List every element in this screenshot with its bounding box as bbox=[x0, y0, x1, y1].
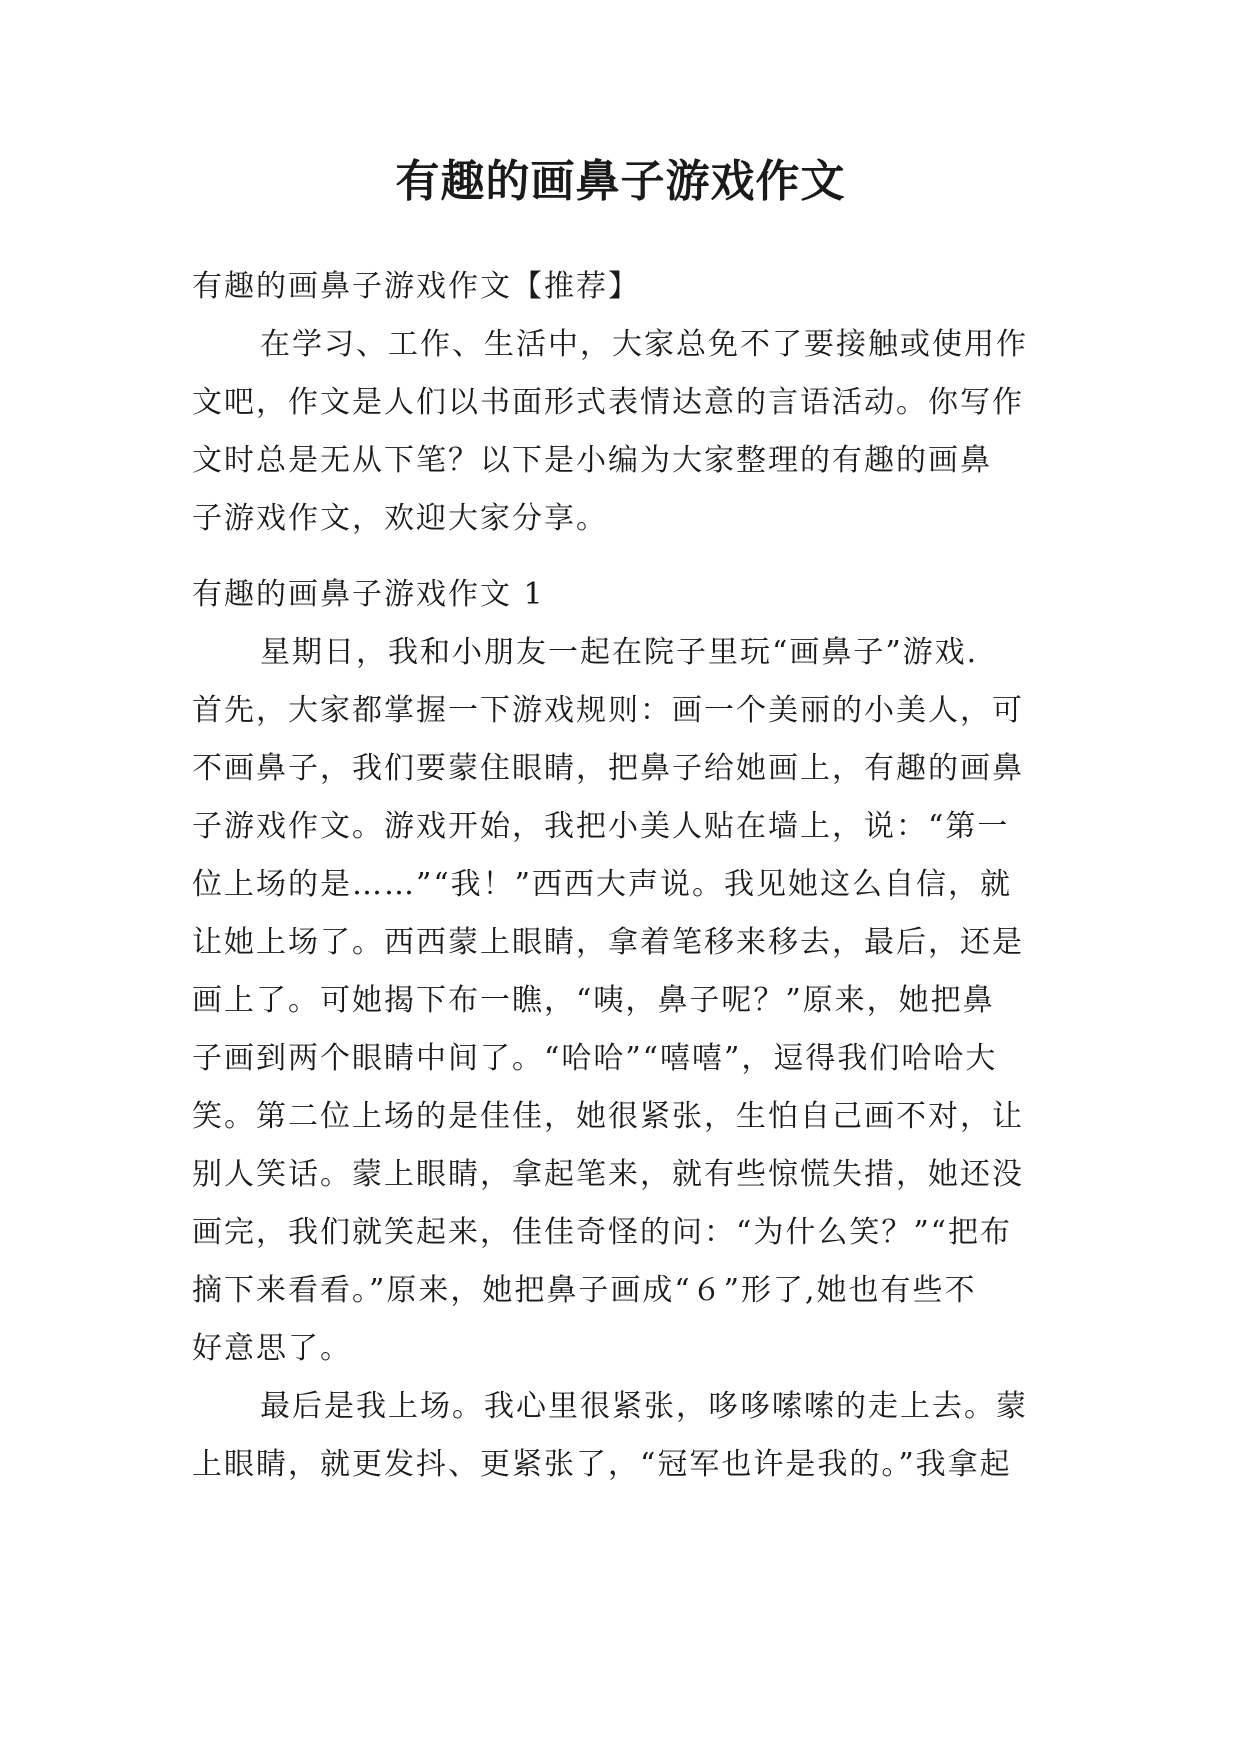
paragraph-line: 星期日，我和小朋友一起在院子里玩“画鼻子”游戏. bbox=[260, 635, 979, 670]
intro-line: 文吧，作文是人们以书面形式表情达意的言语活动。你写作 bbox=[192, 385, 1024, 420]
document-title: 有趣的画鼻子游戏作文 bbox=[395, 156, 846, 207]
paragraph-line: 子游戏作文。游戏开始，我把小美人贴在墙上，说：“第一 bbox=[192, 809, 1010, 844]
paragraph-line: 摘下来看看。”原来，她把鼻子画成“６”形了,她也有些不 bbox=[192, 1273, 977, 1308]
paragraph-line: 子画到两个眼睛中间了。“哈哈”“嘻嘻”，逗得我们哈哈大 bbox=[192, 1041, 998, 1076]
paragraph-line: 位上场的是……”“我！”西西大声说。我见她这么自信，就 bbox=[192, 867, 1013, 902]
intro-line: 在学习、工作、生活中，大家总免不了要接触或使用作 bbox=[260, 327, 1028, 362]
intro-line: 文时总是无从下笔？以下是小编为大家整理的有趣的画鼻 bbox=[192, 443, 992, 478]
paragraph-line: 好意思了。 bbox=[192, 1331, 352, 1366]
intro-section bbox=[192, 258, 1054, 548]
paragraph-line: 笑。第二位上场的是佳佳，她很紧张，生怕自己画不对，让 bbox=[192, 1099, 1024, 1134]
paragraph-line: 上眼睛，就更发抖、更紧张了，“冠军也许是我的。”我拿起 bbox=[192, 1447, 1012, 1482]
paragraph-line: 画上了。可她揭下布一瞧，“咦，鼻子呢？”原来，她把鼻 bbox=[192, 983, 995, 1018]
paragraph-line: 别人笑话。蒙上眼睛，拿起笔来，就有些惊慌失措，她还没 bbox=[192, 1157, 1024, 1192]
section-heading: 有趣的画鼻子游戏作文 1 bbox=[192, 577, 545, 612]
intro-line: 子游戏作文，欢迎大家分享。 bbox=[192, 501, 608, 536]
paragraph-line: 让她上场了。西西蒙上眼睛，拿着笔移来移去，最后，还是 bbox=[192, 925, 1024, 960]
paragraph-line: 不画鼻子，我们要蒙住眼睛，把鼻子给她画上，有趣的画鼻 bbox=[192, 751, 1024, 786]
intro-heading: 有趣的画鼻子游戏作文【推荐】 bbox=[192, 269, 640, 304]
paragraph-line: 最后是我上场。我心里很紧张，哆哆嗦嗦的走上去。蒙 bbox=[260, 1389, 1028, 1424]
paragraph-line: 画完，我们就笑起来，佳佳奇怪的问：“为什么笑？”“把布 bbox=[192, 1215, 1013, 1250]
section-1 bbox=[192, 566, 1054, 1494]
paragraph-line: 首先，大家都掌握一下游戏规则：画一个美丽的小美人，可 bbox=[192, 693, 1024, 728]
